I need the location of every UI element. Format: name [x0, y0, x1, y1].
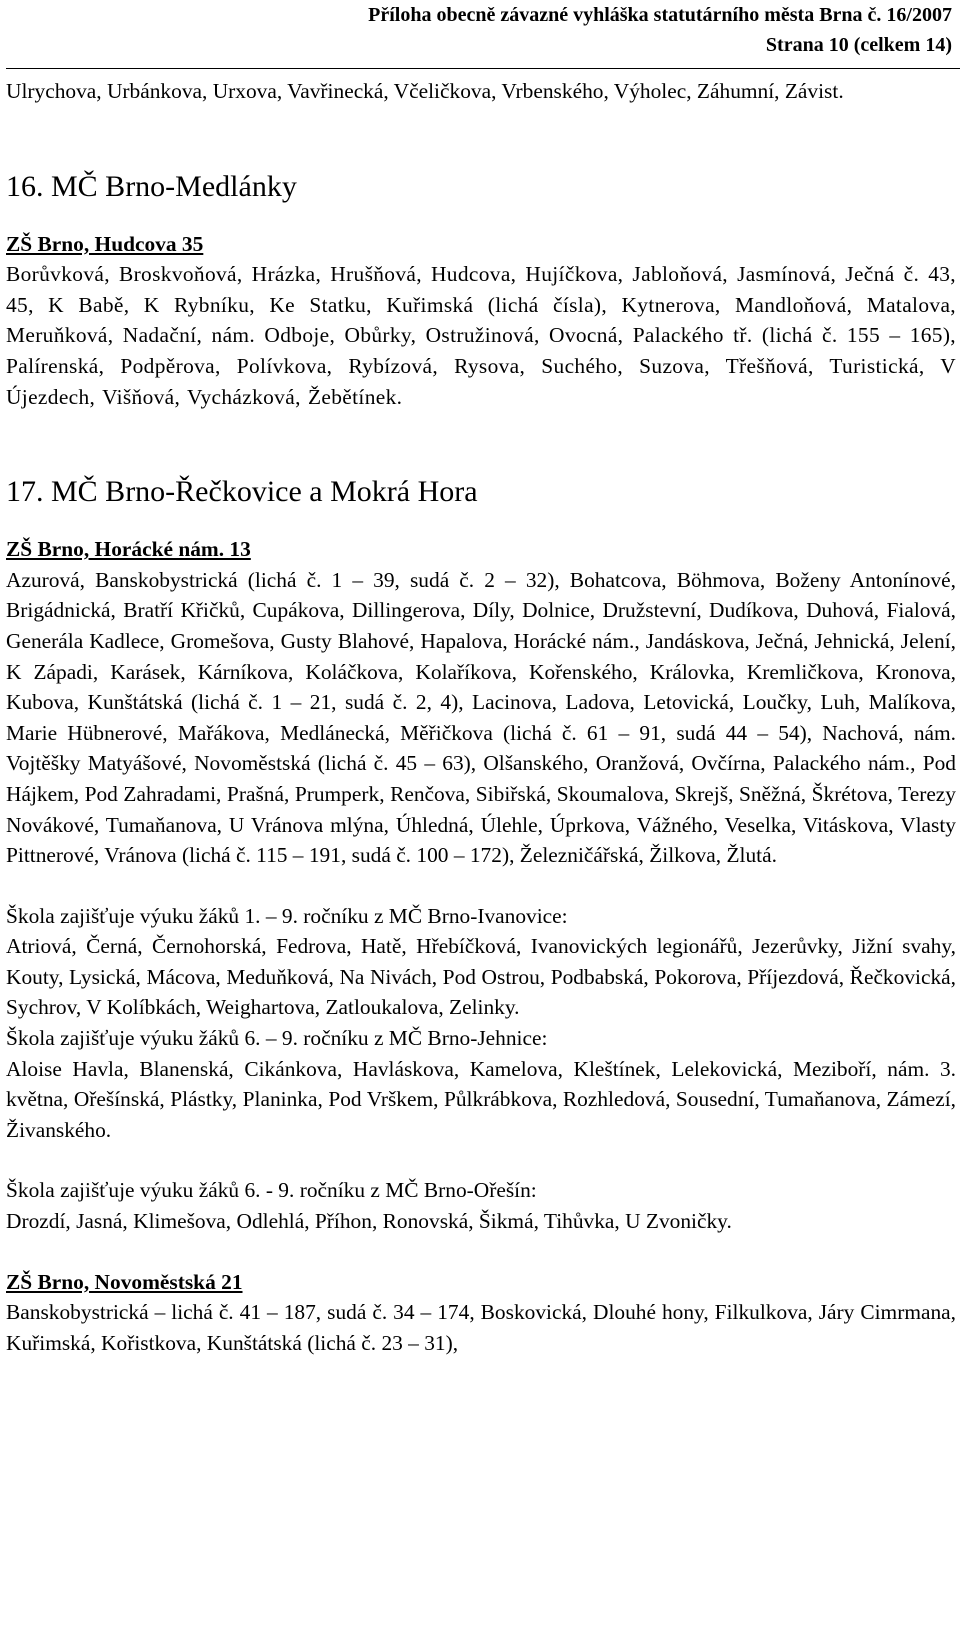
school-novomestska-streets: Banskobystrická – lichá č. 41 – 187, sudá č. 34 – 174, Boskovická, Dlouhé hony, Filkulkova, Járy Cimrmana, Kuřimská, Kořistkova, Kunštátská (lichá č. 23 – 31), [6, 1300, 956, 1355]
ivanovice-heading: Škola zajišťuje výuku žáků 1. – 9. ročníku z MČ Brno-Ivanovice: [6, 903, 568, 928]
document-body [6, 76, 956, 1358]
header-page-number: Strana 10 (celkem 14) [765, 34, 952, 56]
oresin-heading: Škola zajišťuje výuku žáků 6. - 9. ročníku z MČ Brno-Ořešín: [6, 1178, 537, 1203]
intro-paragraph: Ulrychova, Urbánkova, Urxova, Vavřinecká, Včeličkova, Vrbenského, Výholec, Záhumní, Závist. [6, 79, 844, 103]
ivanovice-streets: Atriová, Černá, Černohorská, Fedrova, Hatě, Hřebíčková, Ivanovických legionářů, Jezerůvky, Jižní svahy, Kouty, Lysická, Mácova, Meduňková, Na Nivách, Pod Ostrou, Podbabská, Pokorova, Příjezdová, Řečkovická, Sychrov, V Kolíbkách, Weighartova, Zatloukalova, Zelinky. [6, 934, 956, 1020]
oresin-streets: Drozdí, Jasná, Klimešova, Odlehlá, Příhon, Ronovská, Šikmá, Tihůvka, U Zvoničky. [6, 1209, 732, 1234]
page-header [368, 0, 952, 60]
header-title: Příloha obecně závazné vyhláška statutárního města Brna č. 16/2007 [368, 4, 952, 26]
jehnice-heading: Škola zajišťuje výuku žáků 6. – 9. ročníku z MČ Brno-Jehnice: [6, 1026, 548, 1051]
section-16-title: 16. MČ Brno-Medlánky [6, 169, 297, 203]
school-horacke-streets: Azurová, Banskobystrická (lichá č. 1 – 39, sudá č. 2 – 32), Bohatcova, Böhmova, Boženy Antonínové, Brigádnická, Bratří Křičků, Cupákova, Dillingerova, Díly, Dolnice, Družstevní, Dudíkova, Duhová, Fialová, Generála Kadlece, Gromešova, Gusty Blahové, Hapalova, Horácké nám., Jandáskova, Ječná, Jehnická, Jelení, K Západi, Karásek, Kárníkova, Koláčkova, Kolaříkova, Kořenského, Královka, Kremličkova, Kronova, Kubova, Kunštátská (lichá č. 1 – 21, sudá č. 2, 4), Lacinova, Ladova, Letovická, Loučky, Luh, Malíkova, Marie Hübnerové, Mařákova, Medlánecká, Měřičkova (lichá č. 61 – 91, sudá 44 – 54), Nachová, nám. Vojtěšky Matyášové, Novoměstská (lichá č. 45 – 63), Olšanského, Oranžová, Ovčírna, Palackého nám., Pod Hájkem, Pod Zahradami, Prašná, Prumperk, Renčova, Sibiřská, Skoumalova, Skrejš, Sněžná, Škrétova, Terezy Novákové, Tumaňanova, U Vránova mlýna, Úhledná, Úlehle, Úprkova, Vážného, Veselka, Vitáskova, Vlasty Pittnerové, Vránova (lichá č. 115 – 191, sudá č. 100 – 172), Železničářská, Žilkova, Žlutá. [6, 567, 956, 868]
school-horacke-title: ZŠ Brno, Horácké nám. 13 [6, 537, 251, 562]
jehnice-streets: Aloise Havla, Blanenská, Cikánkova, Havláskova, Kamelova, Kleštínek, Lelekovická, Meziboří, nám. 3. května, Ořešínská, Plástky, Planinka, Pod Vrškem, Půlkrábkova, Rozhledová, Sousední, Tumaňanova, Zámezí, Živanského. [6, 1056, 956, 1142]
header-divider [6, 68, 960, 69]
school-hudcova-title: ZŠ Brno, Hudcova 35 [6, 231, 204, 256]
section-17-title: 17. MČ Brno-Řečkovice a Mokrá Hora [6, 475, 478, 509]
school-novomestska-title: ZŠ Brno, Novoměstská 21 [6, 1269, 243, 1294]
school-hudcova-streets: Borůvková, Broskvoňová, Hrázka, Hrušňová, Hudcova, Hujíčkova, Jabloňová, Jasmínová, Ječná č. 43, 45, K Babě, K Rybníku, Ke Statku, Kuřimská (lichá čísla), Kytnerova, Mandloňová, Matalova, Meruňková, Nadační, nám. Odboje, Obůrky, Ostružinová, Ovocná, Palackého tř. (lichá č. 155 – 165), Palírenská, Podpěrova, Polívkova, Rybízová, Rysova, Suchého, Suzova, Třešňová, Turistická, V Újezdech, Višňová, Vycházková, Žebětínek. [6, 262, 956, 409]
